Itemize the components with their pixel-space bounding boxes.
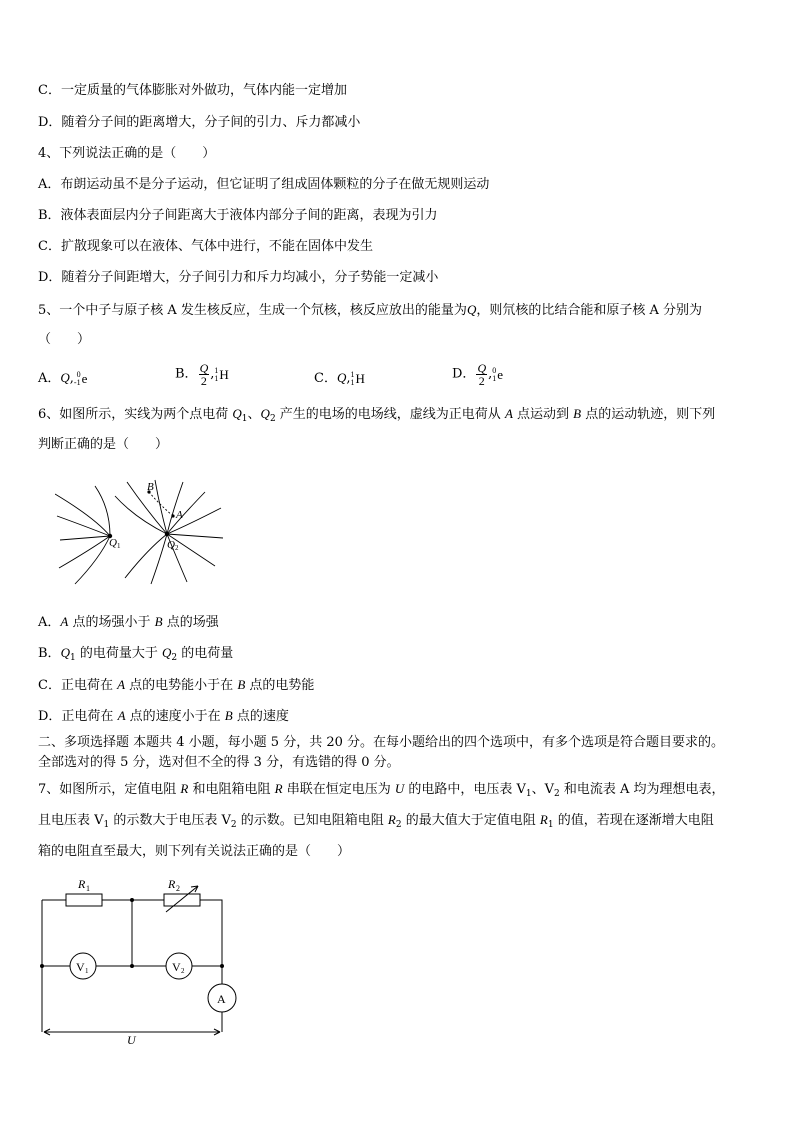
q7-r-symbol: R xyxy=(180,781,189,796)
q7-label-a: A xyxy=(217,992,226,1006)
q7-resistor-r1 xyxy=(66,894,102,906)
q7-label-r1-sub: 1 xyxy=(86,884,90,893)
q5-option-b-symbol: H xyxy=(219,366,229,382)
q6-option-b-q1-sub: 1 xyxy=(69,653,76,663)
q6-option-b-text-2: 的电荷量 xyxy=(177,646,234,661)
q7-label-v2: V xyxy=(172,960,181,974)
q5-option-c-q: Q xyxy=(336,370,347,385)
q6-stem-line2: 判断正确的是（ ） xyxy=(38,437,169,452)
q6-option-d-pb: B xyxy=(224,708,233,723)
q7-junction xyxy=(40,964,44,968)
q7-label-v1-sub: 1 xyxy=(85,967,89,975)
q6-q2-dot xyxy=(165,532,169,536)
q6-q2-sub: 2 xyxy=(269,414,276,424)
q6-option-c-pa: A xyxy=(117,677,126,692)
q7-text: 7、如图所示，定值电阻 xyxy=(38,782,181,797)
q6-option-d xyxy=(38,708,289,725)
q7-r-symbol-2: R xyxy=(274,781,283,796)
q7-l2-v2-sub: 2 xyxy=(230,820,237,830)
q3-option-c: C．一定质量的气体膨胀对外做功，气体内能一定增加 xyxy=(38,83,347,98)
q6-option-c-pb: B xyxy=(237,677,246,692)
section-2-heading-line2: 全部选对的得 5 分，选对但不全的得 3 分，有选错的得 0 分。 xyxy=(38,755,400,770)
q5-option-b-nuclide xyxy=(214,367,228,383)
q6-option-d-pa: A xyxy=(117,708,126,723)
q6-option-c-text-2: 点的电势能小于在 xyxy=(125,678,238,693)
q6-field-line xyxy=(75,536,110,584)
q6-stem-text-3: 点运动到 xyxy=(512,407,574,422)
q5-stem-text: 5、一个中子与原子核 A 发生核反应，生成一个氘核，核反应放出的能量为 xyxy=(38,303,467,318)
q5-option-d-den: 2 xyxy=(478,374,485,388)
q6-field-line xyxy=(151,534,167,584)
q7-l2-r2-sub: 2 xyxy=(395,820,402,830)
q7-text-6: 和电流表 A 均为理想电表， xyxy=(559,782,725,797)
q7-l2-text-4: 的最大值大于定值电阻 xyxy=(401,813,540,828)
q7-label-r2-sub: 2 xyxy=(176,884,180,893)
q6-label-a: A xyxy=(176,509,183,521)
q5-option-b-charge: 1 xyxy=(214,373,219,383)
q7-text-2: 和电阻箱电阻 xyxy=(188,782,275,797)
q5-option-a-nuclide xyxy=(74,371,87,387)
q6-option-a-text: 点的场强小于 xyxy=(68,615,155,630)
q6-q1-sub: 1 xyxy=(241,414,248,424)
q6-option-d-text-3: 点的速度 xyxy=(232,709,289,724)
q7-label-v2-sub: 2 xyxy=(181,967,185,975)
q5-option-d-fraction xyxy=(476,362,487,387)
q5-option-d-nuclide xyxy=(492,367,503,383)
q7-u-symbol: U xyxy=(394,781,405,796)
q7-stem-line2 xyxy=(38,812,714,833)
q7-junction xyxy=(130,964,134,968)
q6-stem xyxy=(38,406,715,427)
q6-option-b-q1: Q xyxy=(60,645,70,660)
q4-option-a: A．布朗运动虽不是分子运动，但它证明了组成固体颗粒的分子在做无规则运动 xyxy=(38,177,490,192)
q6-option-c xyxy=(38,677,314,694)
q7-v2-sub: 2 xyxy=(554,789,560,799)
q5-option-b-mass: 1 xyxy=(214,365,219,375)
q5-option-b-fraction xyxy=(199,362,210,387)
q6-trajectory xyxy=(149,492,173,516)
q6-q2-symbol: Q xyxy=(260,406,270,421)
q4-option-b: B．液体表面层内分子间距离大于液体内部分子间的距离，表现为引力 xyxy=(38,208,438,223)
q6-option-a xyxy=(38,614,219,631)
q6-option-d-text-2: 点的速度小于在 xyxy=(125,709,225,724)
q6-label-q1-sub: 1 xyxy=(117,542,121,550)
q6-label-b: B xyxy=(147,481,154,493)
q6-option-a-pb: B xyxy=(154,614,163,629)
q5-option-b-num: Q xyxy=(199,361,209,375)
q7-text-3: 串联在恒定电压为 xyxy=(282,782,395,797)
q7-junction xyxy=(220,964,224,968)
q5-option-c xyxy=(314,370,365,387)
q5-option-c-charge: 1 xyxy=(350,377,355,387)
q6-field-line xyxy=(167,482,183,534)
q6-option-b-q2: Q xyxy=(161,645,172,660)
q5-option-d-label: D． xyxy=(452,366,476,382)
q6-option-c-text-3: 点的电势能 xyxy=(245,678,315,693)
q7-label-u: U xyxy=(127,1033,136,1046)
q6-stem-text-2: 产生的电场的电场线，虚线为正电荷从 xyxy=(275,407,505,422)
q7-resistor-r2 xyxy=(164,894,200,906)
q5-option-d-num: Q xyxy=(477,361,487,375)
q5-option-a-mass: 0 xyxy=(76,369,81,379)
q5-stem xyxy=(38,302,702,319)
q6-point-a-dot xyxy=(171,514,174,517)
q6-point-b: B xyxy=(573,406,582,421)
q7-l2-r2: R xyxy=(387,812,396,827)
q7-stem xyxy=(38,781,725,802)
q7-l2-text-3: 的示数。已知电阻箱电阻 xyxy=(236,813,388,828)
q5-option-c-mass: 1 xyxy=(350,369,355,379)
q7-stem-line3: 箱的电阻直至最大，则下列有关说法正确的是（ ） xyxy=(38,844,351,859)
q5-option-b-den: 2 xyxy=(200,374,207,388)
section-2-heading: 二、多项选择题 本题共 4 小题，每小题 5 分，共 20 分。在每小题给出的四个选项中，有多个选项是符合题目要求的。 xyxy=(38,735,725,750)
q7-label-r2: R xyxy=(168,877,176,891)
q6-option-b-label: B． xyxy=(38,646,61,661)
q7-l2-r1-sub: 1 xyxy=(547,820,554,830)
q6-field-line xyxy=(57,516,110,536)
q6-label-q1: Q xyxy=(109,537,117,549)
q5-energy-symbol: Q xyxy=(466,302,477,317)
q7-text-4: 的电路中，电压表 V xyxy=(404,782,526,797)
q6-sep: 、 xyxy=(247,407,261,422)
q5-option-d-mass: 0 xyxy=(492,365,497,375)
q6-stem-text: 6、如图所示，实线为两个点电荷 xyxy=(38,407,233,422)
q6-point-a: A xyxy=(504,406,513,421)
q5-option-c-label: C． xyxy=(314,371,337,386)
q5-option-b-comma: , xyxy=(210,366,215,382)
q5-option-d-symbol: e xyxy=(497,366,504,382)
q6-field-lines-figure xyxy=(55,478,225,586)
q6-field-line xyxy=(167,534,223,538)
q7-l2-v1-sub: 1 xyxy=(103,820,110,830)
q6-option-b-text: 的电荷量大于 xyxy=(75,646,162,661)
q7-label-r1: R xyxy=(78,877,86,891)
q7-l2-text-2: 的示数大于电压表 V xyxy=(109,813,231,828)
q5-option-a-symbol: e xyxy=(81,370,88,386)
q5-stem-text-2: ，则氘核的比结合能和原子核 A 分别为 xyxy=(476,303,702,318)
q6-label-q2-sub: 2 xyxy=(175,544,179,552)
q5-option-d-comma: , xyxy=(488,366,493,382)
q5-option-c-nuclide xyxy=(350,371,364,387)
q6-field-line xyxy=(55,494,110,536)
q4-option-d: D．随着分子间距增大，分子间引力和斥力均减小，分子势能一定减小 xyxy=(38,270,439,285)
q6-field-line xyxy=(60,536,110,540)
q5-paren: （ ） xyxy=(38,332,91,347)
q5-option-d-charge: 1 xyxy=(492,373,497,383)
q6-option-a-pa: A xyxy=(60,614,69,629)
q6-field-line xyxy=(155,480,167,534)
q7-v1-sub: 1 xyxy=(525,789,532,799)
q7-l2-text-5: 的值，若现在逐渐增大电阻 xyxy=(553,813,714,828)
q6-label-q2: Q xyxy=(167,539,175,551)
q5-option-a-comma: , xyxy=(69,371,74,386)
q6-q1-symbol: Q xyxy=(232,406,242,421)
q5-option-a-charge: -1 xyxy=(73,377,81,387)
q5-option-d xyxy=(452,362,503,387)
q5-option-a xyxy=(38,370,87,387)
q5-option-a-label: A． xyxy=(38,371,61,386)
q6-option-b xyxy=(38,645,233,666)
q7-l2-r1: R xyxy=(539,812,548,827)
q6-option-a-label: A． xyxy=(38,615,61,630)
q7-label-v1: V xyxy=(76,960,85,974)
q6-option-c-text: C．正电荷在 xyxy=(38,678,118,693)
q6-stem-text-4: 点的运动轨迹，则下列 xyxy=(581,407,716,422)
q6-option-a-text-2: 点的场强 xyxy=(162,615,219,630)
q4-stem: 4、下列说法正确的是（ ） xyxy=(38,146,216,161)
q5-option-b-label: B． xyxy=(175,366,198,382)
q5-option-c-comma: , xyxy=(346,371,351,386)
q7-l2-text: 且电压表 V xyxy=(38,813,104,828)
q6-field-line xyxy=(59,536,110,568)
q7-circuit-figure xyxy=(36,874,246,1046)
q5-option-b xyxy=(175,362,229,387)
q6-option-d-text: D．正电荷在 xyxy=(38,709,118,724)
q6-option-b-q2-sub: 2 xyxy=(171,653,178,663)
q4-option-c: C．扩散现象可以在液体、气体中进行，不能在固体中发生 xyxy=(38,239,373,254)
q5-option-a-q: Q xyxy=(60,370,70,385)
q5-option-c-symbol: H xyxy=(355,370,365,386)
q7-junction xyxy=(130,898,134,902)
q7-text-5: 、V xyxy=(531,782,555,797)
q3-option-d: D．随着分子间的距离增大，分子间的引力、斥力都减小 xyxy=(38,115,361,130)
